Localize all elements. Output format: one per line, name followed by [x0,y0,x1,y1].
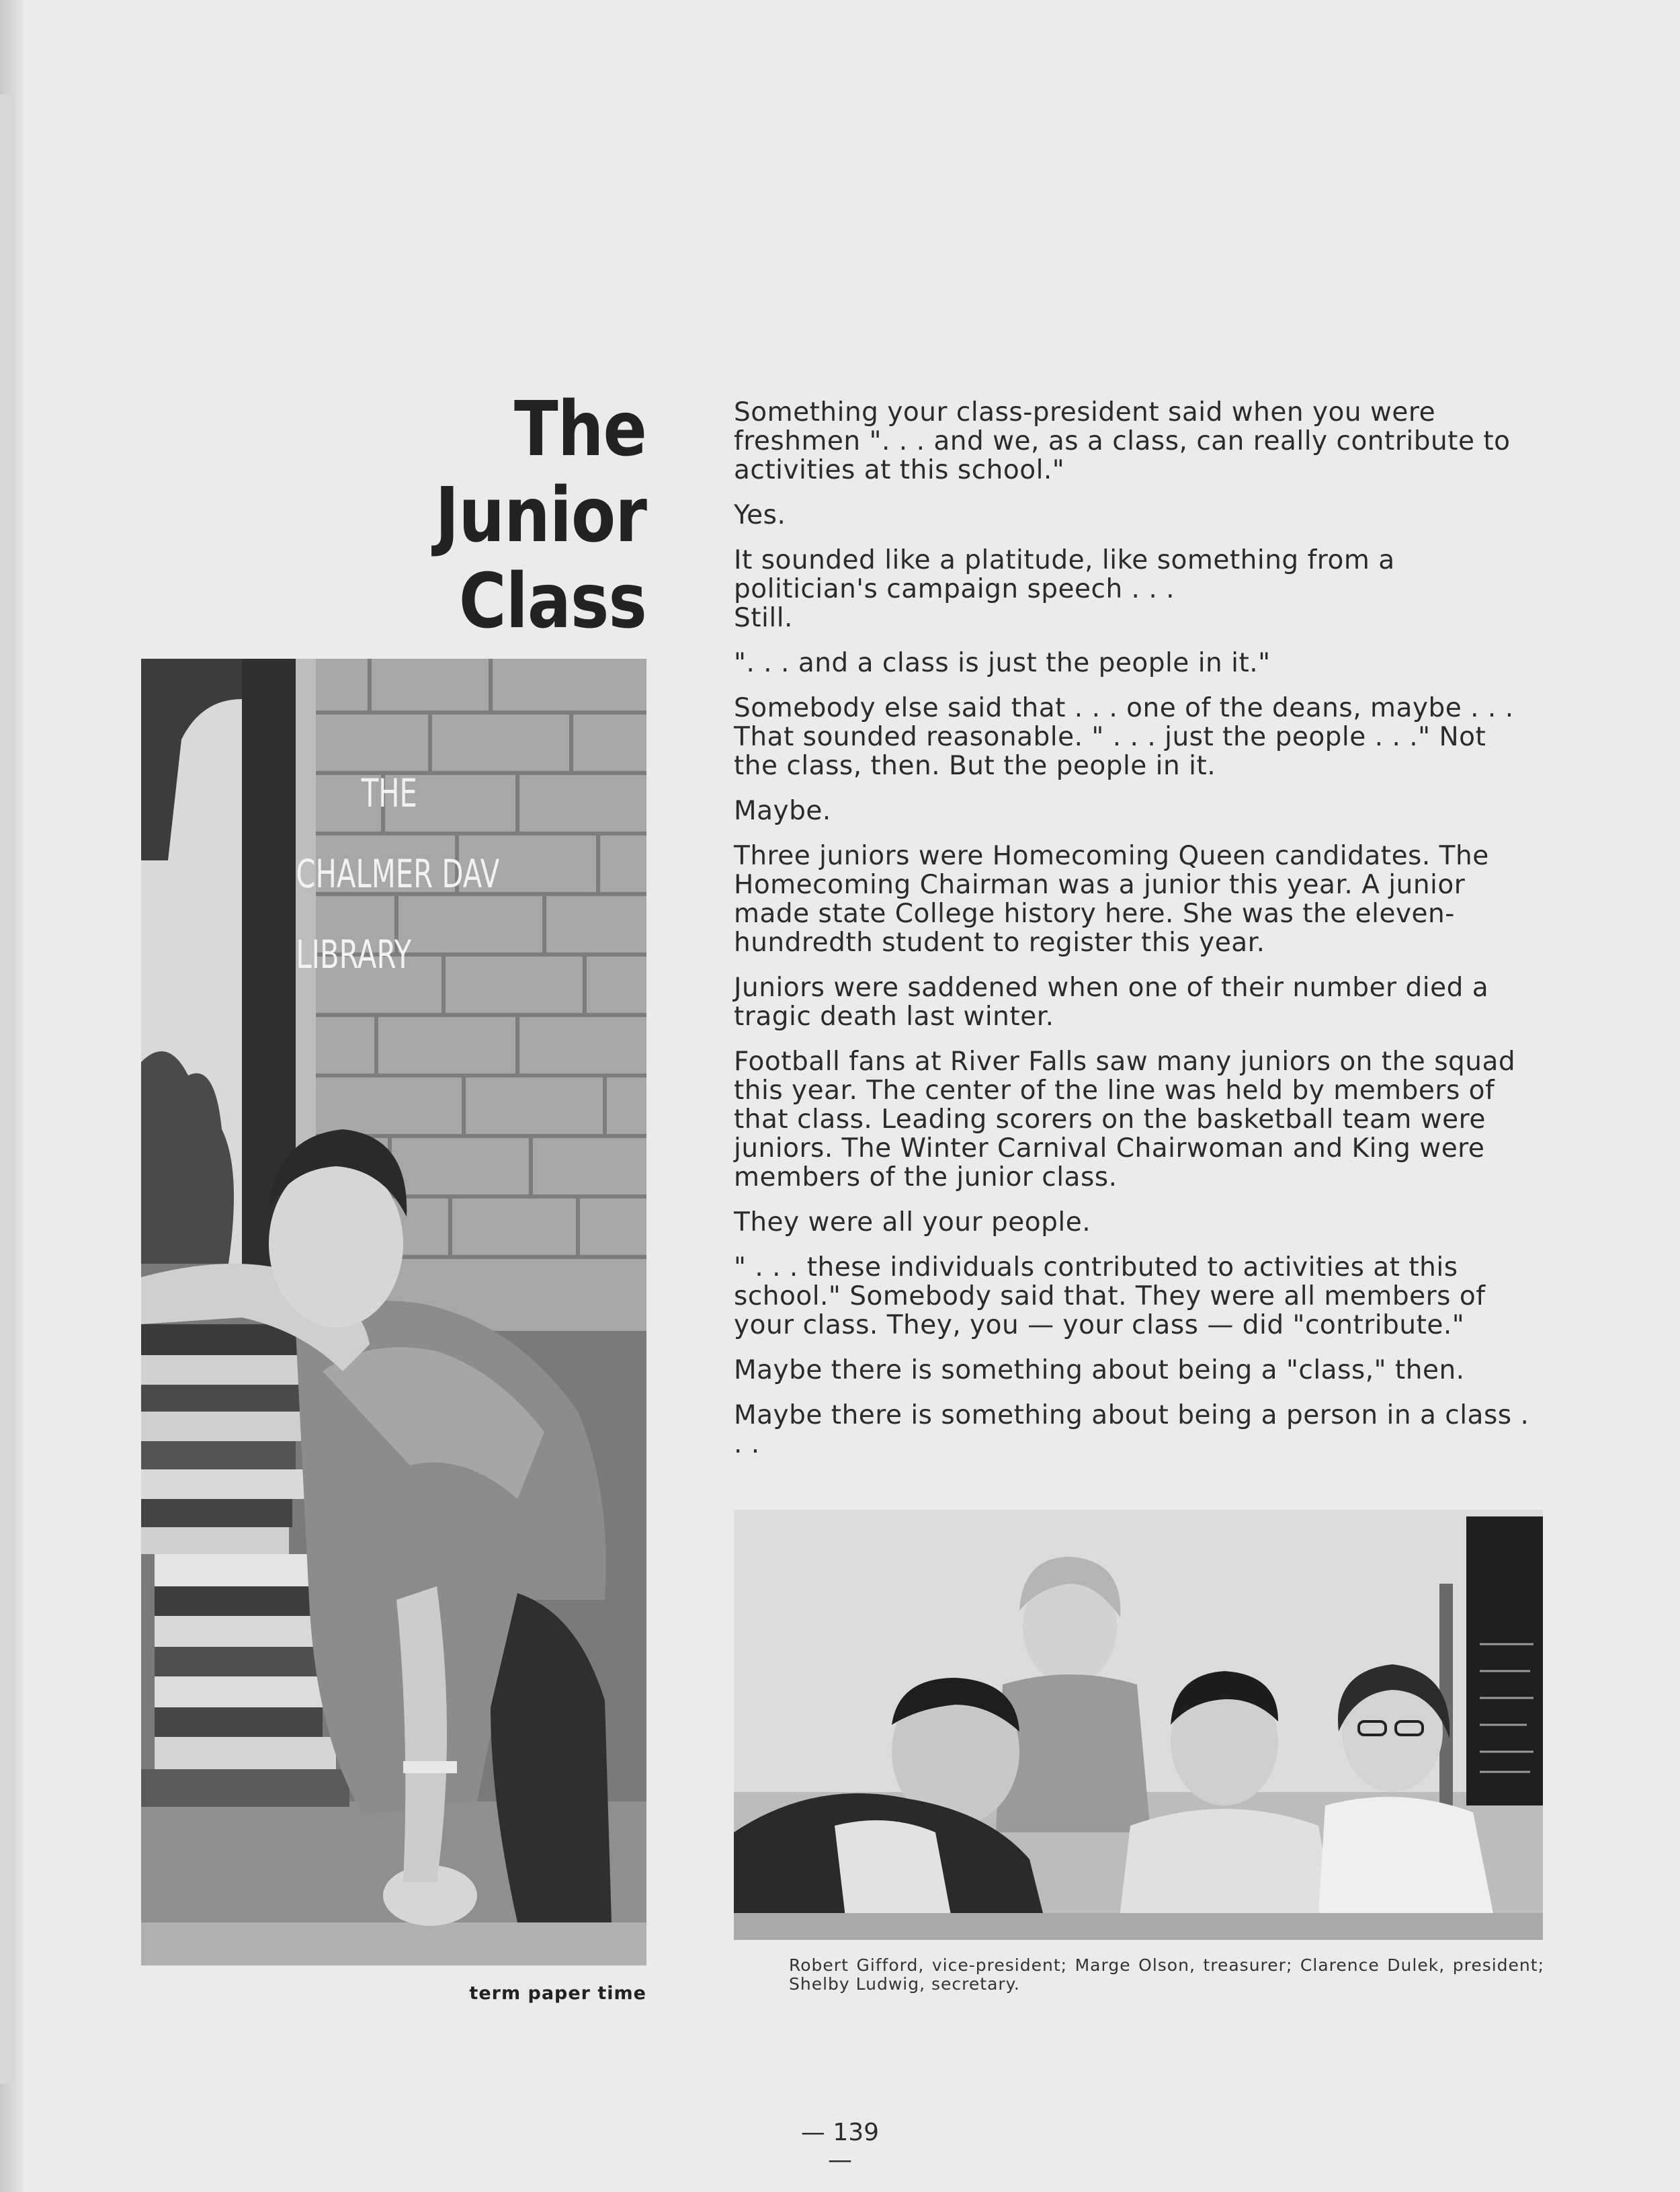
title-line-2: Junior [435,472,646,559]
spine-band [0,94,15,2084]
sign-line-2: CHALMER DAV [296,851,500,897]
photo-student-illustration [141,659,646,1965]
photo-student-with-books [141,659,646,1965]
paragraph: Three juniors were Homecoming Queen candidates. The Homecoming Chairman was a junior this year. A junior made state College history here. She was the eleven-hundredth student to register this year. [734,841,1489,958]
page-number: — 139 — [800,2119,880,2174]
photo-officers-illustration [734,1510,1543,1940]
photo-officers-caption: Robert Gifford, vice-president; Marge Olson, treasurer; Clarence Dulek, president; Shelby Ludwig, secretary. [789,1955,1544,1994]
paragraph: Maybe there is something about being a "class," then. [734,1355,1465,1385]
title-line-3: Class [458,558,646,645]
paragraph: Maybe. [734,796,831,826]
title-line-1: The [513,386,646,473]
paragraph: Juniors were saddened when one of their number died a tragic death last winter. [734,973,1489,1032]
paragraph: Football fans at River Falls saw many juniors on the squad this year. The center of the line was held by members of that class. Leading scorers on the basketball team were juniors. The Winter Carnival Chairwoman and King were members of the junior class. [734,1047,1516,1192]
paragraph: Yes. [734,500,786,530]
photo-class-officers [734,1510,1543,1940]
sign-line-1: THE [361,770,417,816]
paragraph: Maybe there is something about being a person in a class . . . [734,1400,1529,1459]
paragraph: " . . . these individuals contributed to activities at this school." Somebody said that. They were all members of your class. They, you — your class — did "contribute." [734,1252,1486,1340]
paragraph: Something your class-president said when you were freshmen ". . . and we, as a class, can really contribute to activities at this school." [734,397,1511,485]
paragraph: Somebody else said that . . . one of the deans, maybe . . . That sounded reasonable. " . . . just the people . . ." Not the class, then. But the people in it. [734,693,1514,781]
sign-line-3: LIBRARY [296,932,412,977]
photo-left-caption: term paper time [469,1983,646,2004]
paragraph: They were all your people. [734,1207,1091,1237]
page-title [414,387,646,645]
paragraph: It sounded like a platitude, like something from a politician's campaign speech . . . Still. [734,545,1395,633]
article-body [734,398,1534,1475]
paragraph: ". . . and a class is just the people in it." [734,648,1271,678]
